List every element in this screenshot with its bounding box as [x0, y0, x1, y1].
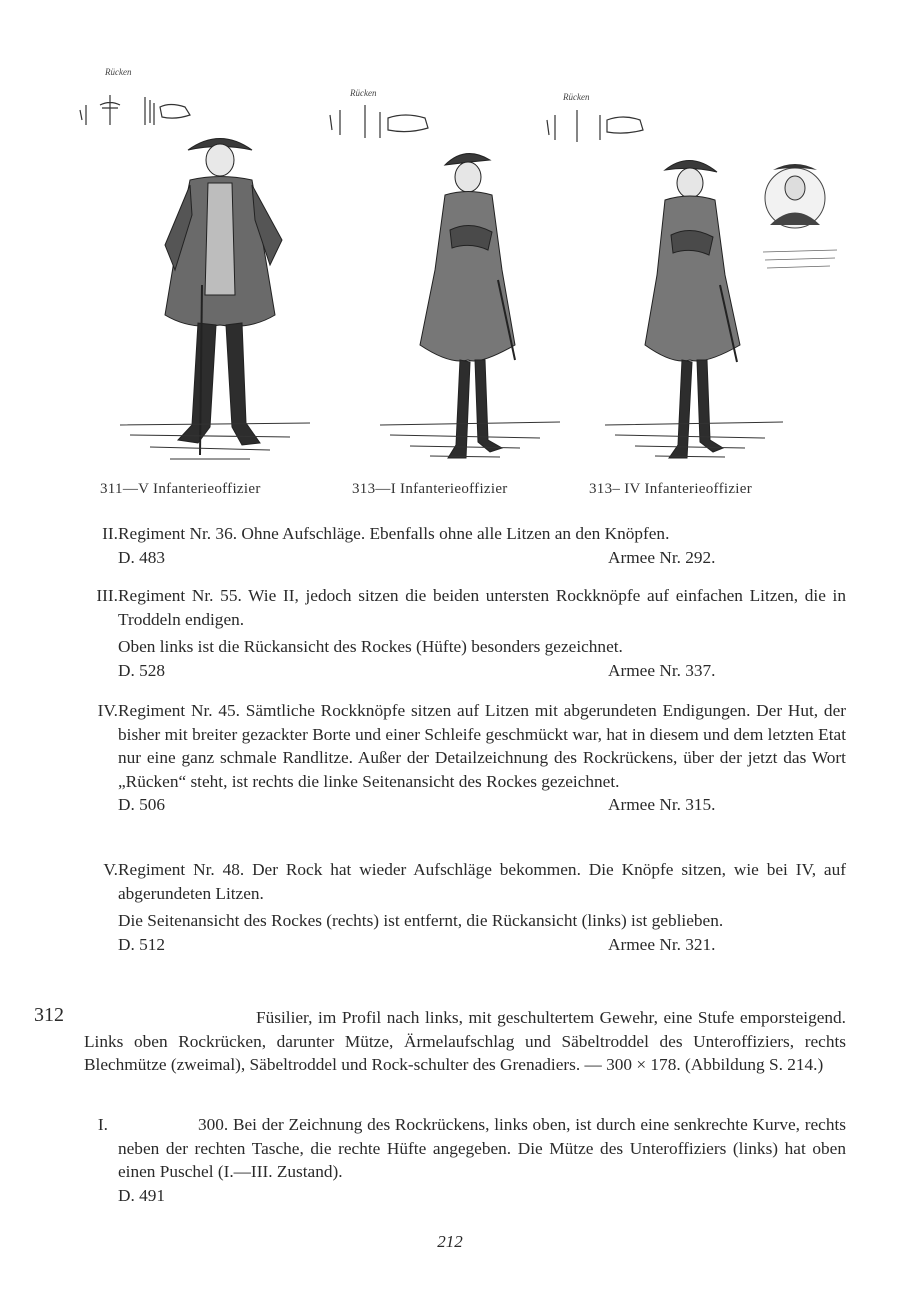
entry-numeral: II. [102, 524, 118, 543]
figure-caption: 313—I Infanterieoffizier [352, 481, 508, 497]
officier-engraving [70, 55, 320, 475]
page-number: 212 [437, 1232, 463, 1251]
entry-paragraph: Regiment Nr. 45. Sämtliche Rockknöpfe sitzen auf Litzen mit abgerundeten Endigungen. Der Hut, der bisher mit breiter gezackter Borte und einer Schleife geschmückt war, hat in diesem und dem letzten Etat nur eine ganz schmale Randlitze. Außer der Detailzeichnung des Rockrückens, über der jetzt das Wort „Rücken“ steht, ist rechts die linke Seitenansicht des Rockes gezeichnet. [118, 701, 846, 791]
officier-engraving [320, 80, 570, 475]
reference-d: D. 491 [118, 1185, 166, 1205]
detail-label: Rücken [350, 88, 377, 98]
detail-label: Rücken [105, 67, 132, 77]
entry-paragraph: Regiment Nr. 55. Wie II, jedoch sitzen die beiden untersten Rockknöpfe auf einfachen Litzen, die in Troddeln endigen. [118, 586, 846, 629]
reference-d: D. 483 [118, 547, 166, 567]
figure-313-i [320, 80, 570, 475]
reference-row [118, 793, 846, 817]
reference-armee: Armee Nr. 337. [608, 660, 716, 680]
reference-row [118, 546, 846, 570]
officier-engraving [545, 80, 845, 475]
reference-d: D. 506 [118, 795, 166, 814]
item-312-description: Füsilier, im Profil nach links, mit geschultertem Gewehr, eine Stufe emporsteigend. Links oben Rockrücken, darunter Mütze, Ärmelaufschlag und Säbeltroddel des Unteroffiziers, rechts Blechmütze (zweimal), Säbeltroddel und Rock-schulter des Grenadiers. — 300 × 178. (Abbildung S. 214.) [84, 1008, 846, 1074]
entry-312-i [84, 1113, 846, 1207]
figure-caption: 313– IV Infanterieoffizier [589, 481, 753, 497]
reference-row [118, 1184, 846, 1208]
entry-paragraph: Oben links ist die Rückansicht des Rockes (Hüfte) besonders gezeichnet. [118, 637, 623, 656]
entry-numeral: V. [103, 860, 118, 879]
item-number: 312 [34, 1004, 64, 1026]
reference-row [118, 659, 846, 683]
reference-d: D. 528 [118, 660, 166, 680]
reference-d: D. 512 [118, 934, 166, 954]
figure-caption: 311—V Infanterieoffizier [100, 481, 261, 497]
entry-numeral: IV. [97, 701, 118, 720]
portrait-medallion [763, 164, 837, 268]
figure-311-v [70, 55, 320, 475]
detail-label: Rücken [563, 92, 590, 102]
reference-armee: Armee Nr. 292. [608, 547, 716, 567]
entry-paragraph: Die Seitenansicht des Rockes (rechts) ist entfernt, die Rückansicht (links) ist geblieben. [118, 911, 724, 930]
entry-numeral: III. [96, 586, 118, 605]
entry-paragraph: Regiment Nr. 48. Der Rock hat wieder Aufschläge bekommen. Die Knöpfe sitzen, wie bei IV, auf abgerundeten Litzen. [118, 860, 846, 903]
entry-numeral: I. [97, 1115, 108, 1134]
entry-v [84, 858, 846, 956]
entry-paragraph: Regiment Nr. 36. Ohne Aufschläge. Ebenfalls ohne alle Litzen an den Knöpfen. [118, 524, 670, 543]
entry-iii [84, 584, 846, 682]
reference-armee: Armee Nr. 321. [608, 934, 716, 954]
entry-paragraph: 300. Bei der Zeichnung des Rockrückens, links oben, ist durch eine senkrechte Kurve, rechts neben der rechten Tasche, die rechte Hüfte angegeben. Die Mütze des Unteroffiziers (links) hat oben einen Puschel (I.—III. Zustand). [118, 1115, 846, 1181]
entry-iv [84, 699, 846, 817]
entry-ii [84, 522, 846, 569]
reference-row [118, 933, 846, 957]
reference-armee: Armee Nr. 315. [608, 795, 716, 814]
figure-313-iv [545, 80, 845, 475]
